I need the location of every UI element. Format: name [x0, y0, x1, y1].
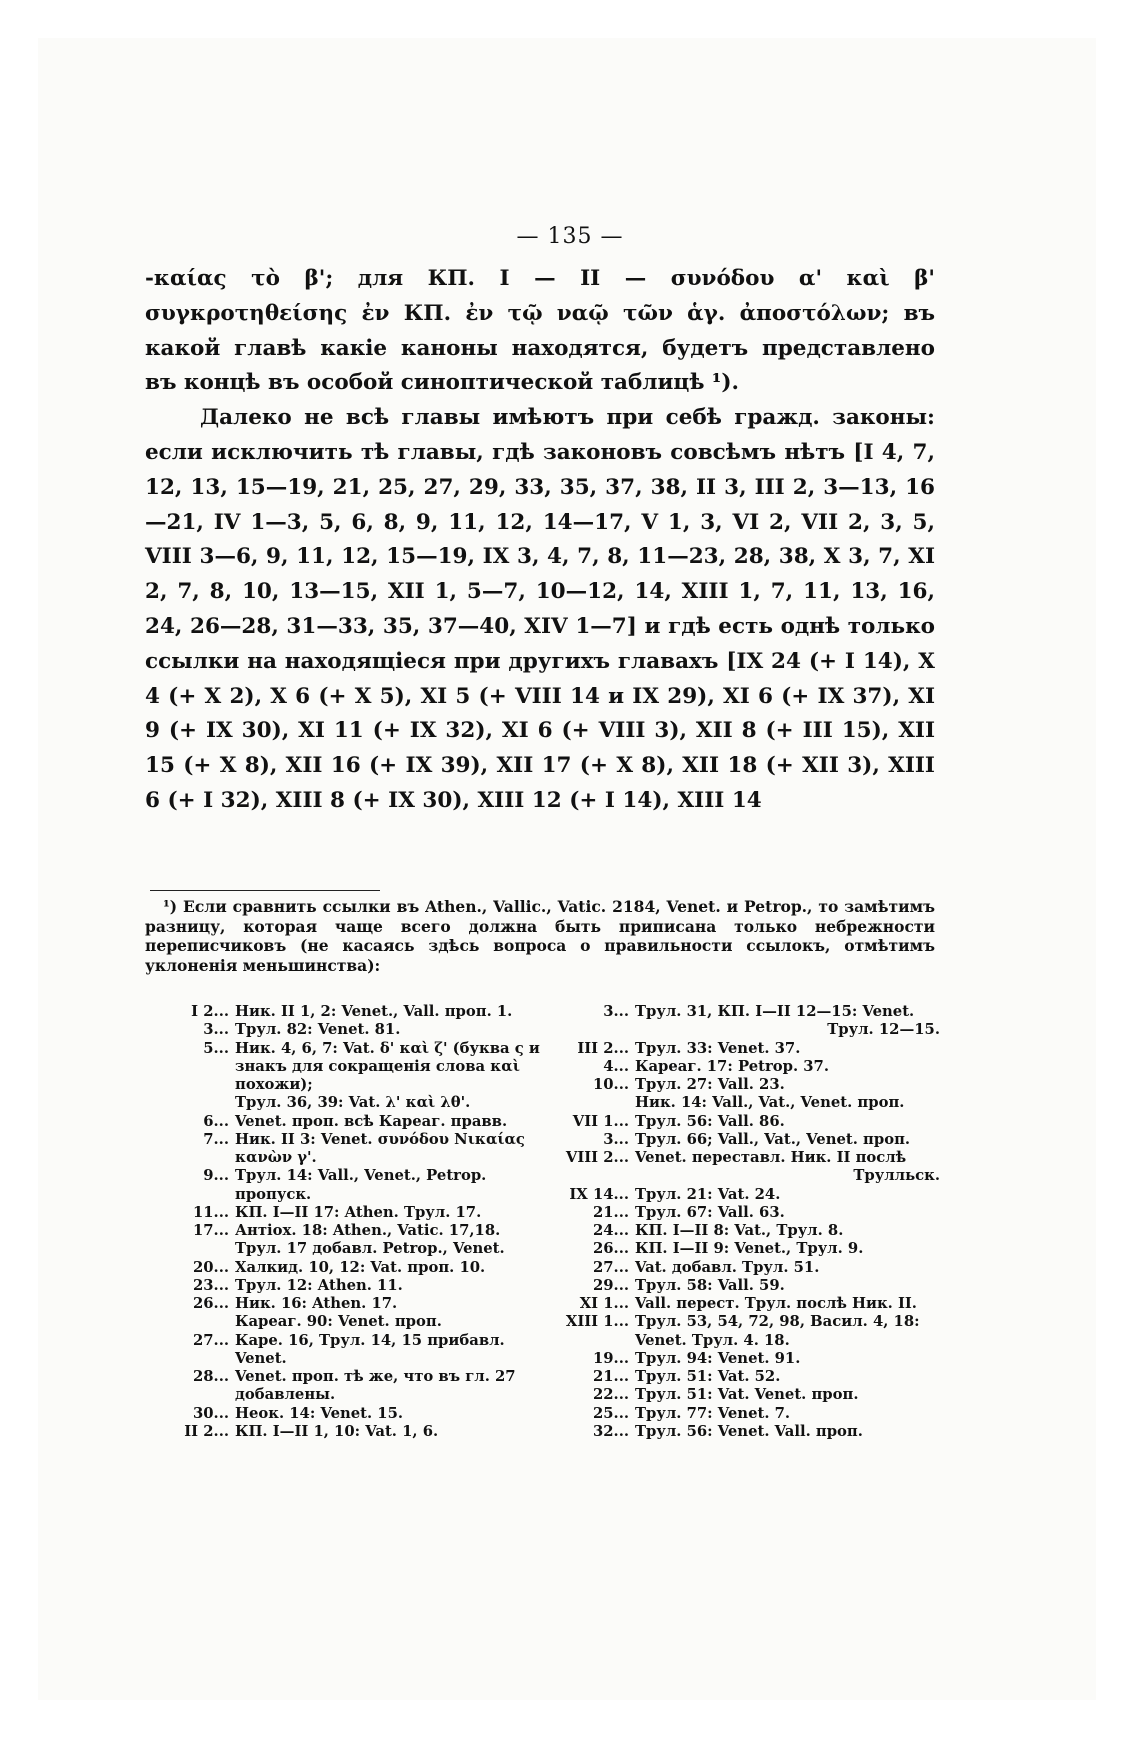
footnote-entry: 32... Трул. 56: Venet. Vall. проп.: [592, 1422, 863, 1440]
footnote-divider: [150, 890, 380, 891]
footnote-entry: III 2... Трул. 33: Venet. 37.: [577, 1039, 801, 1057]
paragraph-1: -καίας τὸ β'; для КП. I — II — συνόδου α' καὶ β' συγκροτηθείσης ἐν КП. ἐν τῷ ναῷ τῶν ἁγ. ἀποστόλων; въ какой главѣ какіе каноны находятся, будетъ представлено въ концѣ въ особой синоптической таблицѣ ¹).: [145, 266, 935, 396]
footnote-entry: 24... КП. I—II 8: Vat., Трул. 8.: [592, 1222, 844, 1239]
footnote-entry: 17... Антіох. 18: Athen., Vatic. 17,18.: [192, 1222, 501, 1239]
footnote-entry: 19... Трул. 94: Venet. 91.: [592, 1349, 801, 1367]
footnote-entry: 9... Трул. 14: Vall., Venet., Petrop. пропуск.: [203, 1167, 487, 1203]
footnote-entry: 5... Ник. 4, 6, 7: Vat. δ' καὶ ζ' (буква ς и знакъ для сокращенія слова καὶ похожи);: [203, 1039, 540, 1093]
footnote-entry: Трул. 36, 39: Vat. λ' καὶ λθ'.: [235, 1094, 471, 1112]
footnote-entry: 27... Каре. 16, Трул. 14, 15 прибавл. Venet.: [192, 1331, 505, 1367]
footnote-entry: 29... Трул. 58: Vall. 59.: [592, 1276, 785, 1294]
footnote-entry: 7... Ник. II 3: Venet. συνόδου Νικαίας κανὼν γ'.: [203, 1130, 525, 1166]
footnote-entry: VII 1... Трул. 56: Vall. 86.: [572, 1112, 785, 1130]
footnote-entry: 27... Vat. добавл. Трул. 51.: [592, 1258, 820, 1276]
footnote-entry: 3... Трул. 82: Venet. 81.: [203, 1021, 401, 1039]
footnote-entry: Трулльск.: [853, 1167, 940, 1185]
footnote-entry: 3... Трул. 31, КП. I—II 12—15: Venet.: [603, 1003, 915, 1020]
main-text: [145, 262, 935, 819]
footnote-entry: 26... Ник. 16: Athen. 17.: [192, 1295, 398, 1312]
footnote-entry: Кареаг. 90: Venet. проп.: [235, 1313, 442, 1331]
footnote-entry: VIII 2... Venet. переставл. Ник. II послѣ: [565, 1149, 907, 1166]
footnote-entry: 23... Трул. 12: Athen. 11.: [192, 1276, 403, 1294]
footnote-entry: Трул. 12—15.: [827, 1021, 940, 1039]
footnote-entry: XI 1... Vall. перест. Трул. послѣ Ник. II.: [579, 1295, 917, 1312]
footnote-intro: ¹) Если сравнить ссылки въ Athen., Vallic., Vatic. 2184, Venet. и Petrop., то замѣтимъ разницу, которая чаще всего должна быть приписана только небрежности переписчиковъ (не касаясь здѣсь вопроса о правильности ссылокъ, отмѣтимъ уклоненія меньшинства):: [145, 897, 935, 975]
footnote-entry: 22... Трул. 51: Vat. Venet. проп.: [592, 1386, 859, 1404]
footnote-entry: 30... Неок. 14: Venet. 15.: [192, 1404, 404, 1422]
footnote-entry: 11... КП. I—II 17: Athen. Трул. 17.: [192, 1203, 482, 1221]
footnote-entry: 26... КП. I—II 9: Venet., Трул. 9.: [592, 1240, 864, 1258]
footnote-entry: 6... Venet. проп. всѣ Кареаг. правв.: [203, 1112, 508, 1130]
paragraph-2: Далеко не всѣ главы имѣютъ при себѣ гражд. законы: если исключить тѣ главы, гдѣ законовъ совсѣмъ нѣтъ [I 4, 7, 12, 13, 15—19, 21, 25, 27, 29, 33, 35, 37, 38, II 3, III 2, 3—13, 16—21, IV 1—3, 5, 6, 8, 9, 11, 12, 14—17, V 1, 3, VI 2, VII 2, 3, 5, VIII 3—6, 9, 11, 12, 15—19, IX 3, 4, 7, 8, 11—23, 28, 38, X 3, 7, XI 2, 7, 8, 10, 13—15, XII 1, 5—7, 10—12, 14, XIII 1, 7, 11, 13, 16, 24, 26—28, 31—33, 35, 37—40, XIV 1—7] и гдѣ есть однѣ только ссылки на находящіеся при другихъ главахъ [IX 24 (+ I 14), X 4 (+ X 2), X 6 (+ X 5), XI 5 (+ VIII 14 и IX 29), XI 6 (+ IX 37), XI 9 (+ IX 30), XI 11 (+ IX 32), XI 6 (+ VIII 3), XII 8 (+ III 15), XII 15 (+ X 8), XII 16 (+ IX 39), XII 17 (+ X 8), XII 18 (+ XII 3), XIII 6 (+ I 32), XIII 8 (+ IX 30), XIII 12 (+ I 14), XIII 14: [145, 405, 935, 813]
footnote-entry: 21... Трул. 51: Vat. 52.: [592, 1368, 781, 1385]
footnote-entry: 20... Халкид. 10, 12: Vat. проп. 10.: [192, 1258, 486, 1276]
footnote-entry: Трул. 17 добавл. Petrop., Venet.: [235, 1240, 505, 1258]
footnote-entry: II 2... КП. I—II 1, 10: Vat. 1, 6.: [184, 1422, 439, 1440]
footnote-entry: XIII 1... Трул. 53, 54, 72, 98, Васил. 4, 18: Venet. Трул. 4. 18.: [565, 1313, 920, 1349]
footnote-right-column: [545, 1003, 940, 1441]
footnote-entry: 3... Трул. 66; Vall., Vat., Venet. проп.: [603, 1130, 911, 1148]
footnote-entry: Ник. 14: Vall., Vat., Venet. проп.: [635, 1094, 905, 1112]
footnote-entry: 4... Кареаг. 17: Petrop. 37.: [603, 1057, 830, 1075]
footnote-left-column: [145, 1003, 540, 1441]
footnote-entry: 21... Трул. 67: Vall. 63.: [592, 1203, 785, 1221]
footnote-entry: 28... Venet. проп. тѣ же, что въ гл. 27 добавлены.: [192, 1368, 516, 1404]
page-number: — 135 —: [516, 224, 624, 249]
footnote: [145, 897, 935, 975]
footnote-entry: 10... Трул. 27: Vall. 23.: [592, 1076, 785, 1093]
footnote-entry: 25... Трул. 77: Venet. 7.: [592, 1404, 791, 1422]
footnote-entry: I 2... Ник. II 1, 2: Venet., Vall. проп. 1.: [191, 1003, 513, 1020]
footnote-entry: IX 14... Трул. 21: Vat. 24.: [569, 1185, 781, 1203]
